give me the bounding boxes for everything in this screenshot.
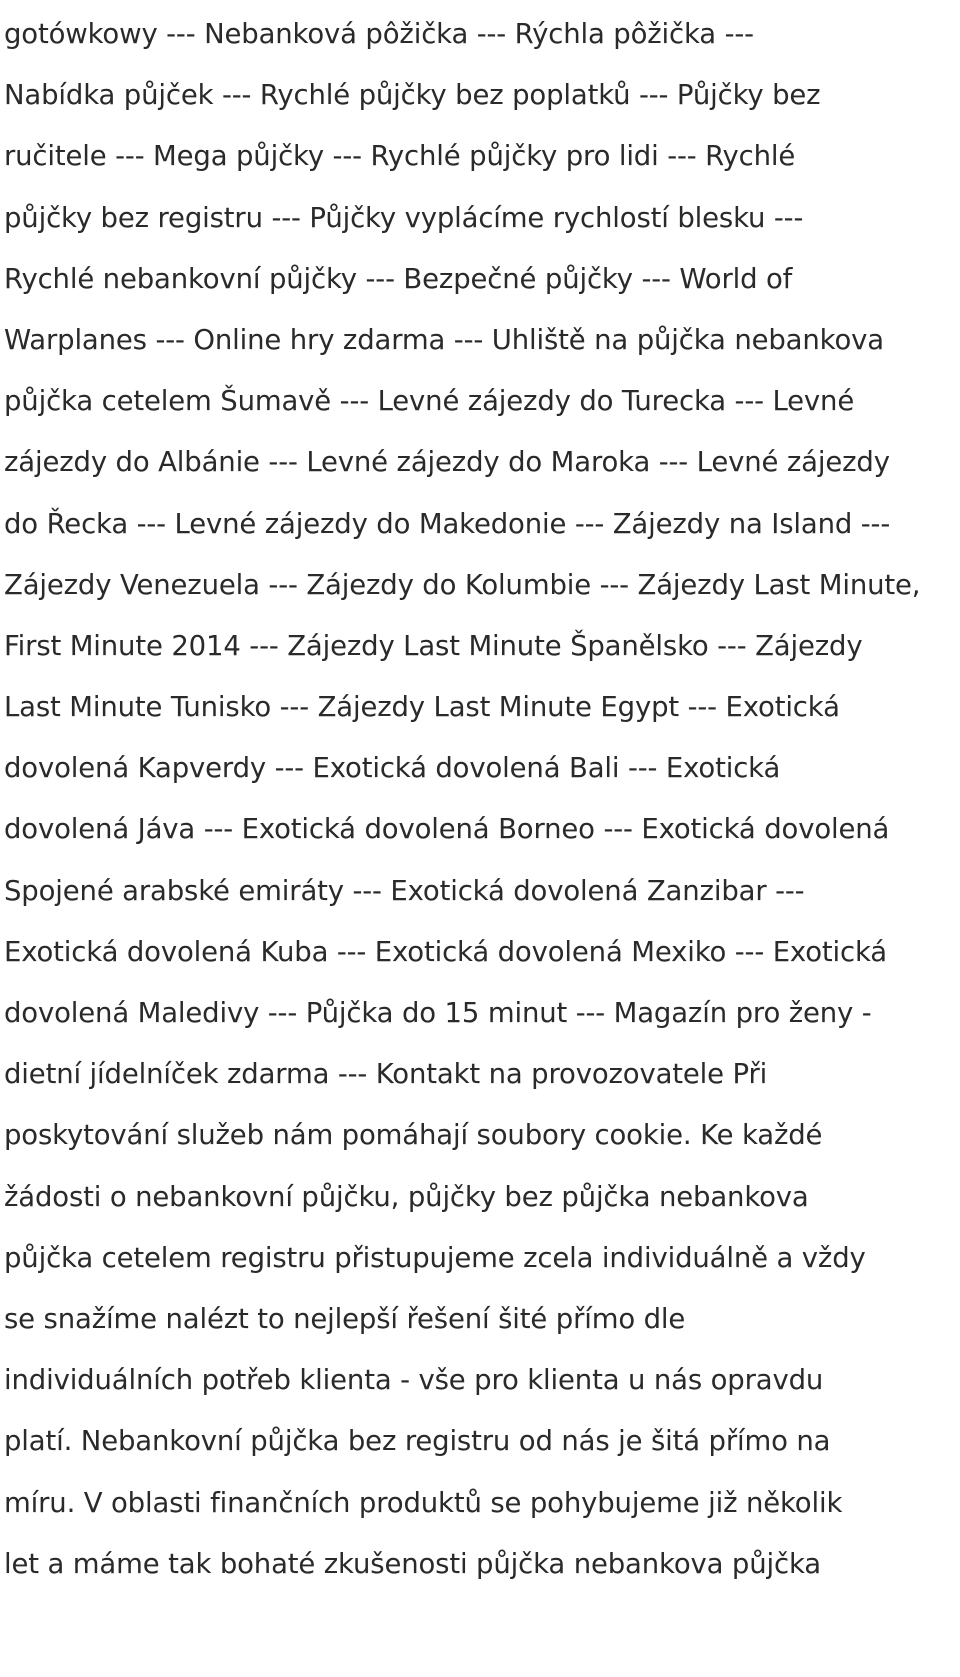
text-line: individuálních potřeb klienta - vše pro klienta u nás opravdu	[4, 1364, 824, 1397]
text-line: dovolená Maledivy --- Půjčka do 15 minut --- Magazín pro ženy -	[4, 997, 872, 1029]
text-line: Warplanes --- Online hry zdarma --- Uhliště na půjčka nebankova	[4, 323, 884, 356]
text-line: půjčka cetelem Šumavě --- Levné zájezdy do Turecka --- Levné	[4, 385, 855, 418]
text-line: do Řecka --- Levné zájezdy do Makedonie --- Zájezdy na Island ---	[4, 507, 891, 540]
text-line: Zájezdy Venezuela --- Zájezdy do Kolumbie --- Zájezdy Last Minute,	[4, 568, 921, 601]
text-line: půjčka cetelem registru přistupujeme zcela individuálně a vždy	[4, 1241, 866, 1274]
text-line: Rychlé nebankovní půjčky --- Bezpečné půjčky --- World of	[4, 262, 793, 295]
text-line: dovolená Kapverdy --- Exotická dovolená Bali --- Exotická	[4, 752, 781, 785]
text-line: zájezdy do Albánie --- Levné zájezdy do Maroka --- Levné zájezdy	[4, 446, 890, 479]
text-line: dovolená Jáva --- Exotická dovolená Borneo --- Exotická dovolená	[4, 813, 890, 846]
text-line: poskytování služeb nám pomáhají soubory cookie. Ke každé	[4, 1119, 823, 1152]
body-text	[4, 0, 950, 1595]
text-line: se snažíme nalézt to nejlepší řešení šité přímo dle	[4, 1302, 686, 1335]
text-line: Last Minute Tunisko --- Zájezdy Last Minute Egypt --- Exotická	[4, 691, 840, 724]
text-line: ručitele --- Mega půjčky --- Rychlé půjčky pro lidi --- Rychlé	[4, 140, 796, 173]
text-line: gotówkowy --- Nebanková pôžička --- Rýchla pôžička ---	[4, 18, 754, 50]
text-line: půjčky bez registru --- Půjčky vyplácíme rychlostí blesku ---	[4, 201, 804, 234]
text-line: žádosti o nebankovní půjčku, půjčky bez půjčka nebankova	[4, 1180, 809, 1213]
text-line: dietní jídelníček zdarma --- Kontakt na provozovatele Při	[4, 1058, 768, 1091]
text-line: Spojené arabské emiráty --- Exotická dovolená Zanzibar ---	[4, 874, 805, 907]
text-line: First Minute 2014 --- Zájezdy Last Minute Španělsko --- Zájezdy	[4, 629, 863, 662]
text-line: Exotická dovolená Kuba --- Exotická dovolená Mexiko --- Exotická	[4, 935, 887, 968]
text-line: platí. Nebankovní půjčka bez registru od nás je šitá přímo na	[4, 1425, 831, 1458]
text-line: Nabídka půjček --- Rychlé půjčky bez poplatků --- Půjčky bez	[4, 79, 821, 112]
text-line: míru. V oblasti finančních produktů se pohybujeme již několik	[4, 1486, 843, 1519]
text-line: let a máme tak bohaté zkušenosti půjčka nebankova půjčka	[4, 1547, 821, 1580]
